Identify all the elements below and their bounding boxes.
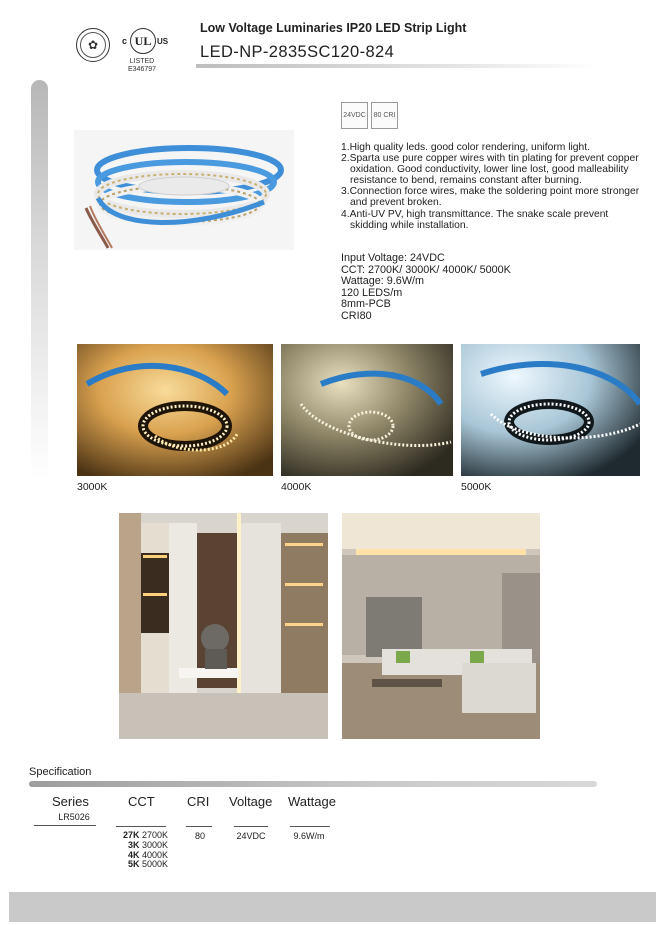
certification-logos bbox=[76, 25, 169, 77]
voltage-badge bbox=[341, 102, 368, 129]
feature-list bbox=[341, 142, 641, 231]
cct-code: 3K bbox=[127, 839, 140, 850]
series-value: LR5026 bbox=[58, 812, 90, 822]
cool-strip-photo bbox=[461, 344, 640, 476]
interior-living-room-photo bbox=[342, 513, 540, 739]
color-sample-3000k bbox=[77, 344, 273, 476]
interior-cabinet-photo bbox=[119, 513, 328, 739]
listed-text: LISTED bbox=[129, 58, 155, 65]
cct-list bbox=[116, 831, 168, 870]
title-divider bbox=[196, 64, 596, 68]
color-sample-label: 4000K bbox=[281, 481, 312, 493]
spec-line: 120 LEDS/m bbox=[341, 286, 403, 299]
feature-item: 2.Sparta use pure copper wires with tin plating for prevent copper oxidation. Good conductivity, lower line lost, good malleability resistance to bend, remains constant after burning. bbox=[341, 153, 639, 187]
cct-row bbox=[116, 860, 168, 870]
voltage-badge-label: 24VDC bbox=[343, 111, 366, 119]
color-sample-label: 3000K bbox=[77, 481, 108, 493]
header-cct: CCT bbox=[128, 794, 155, 809]
application-photo-living-room bbox=[342, 513, 540, 739]
voltage-underline bbox=[234, 826, 268, 827]
header-voltage: Voltage bbox=[229, 794, 273, 809]
specification-divider bbox=[29, 781, 597, 787]
ul-listing bbox=[124, 58, 160, 74]
ul-c-mark: c bbox=[122, 36, 128, 46]
spec-summary bbox=[341, 253, 511, 323]
cct-code: 5K bbox=[127, 859, 140, 870]
cct-underline bbox=[116, 826, 166, 827]
cct-code: 27K bbox=[122, 830, 140, 840]
cct-value: 5000K bbox=[141, 859, 168, 870]
spec-line: Wattage: 9.6W/m bbox=[341, 275, 425, 288]
ul-logo bbox=[122, 28, 169, 58]
cct-value: 3000K bbox=[141, 839, 168, 850]
side-accent-bar bbox=[31, 80, 48, 480]
spec-line: Input Voltage: 24VDC bbox=[341, 252, 445, 264]
wattage-underline bbox=[290, 826, 330, 827]
spec-line: 8mm-PCB bbox=[341, 298, 391, 311]
product-image bbox=[74, 130, 294, 250]
cri-value: 80 bbox=[194, 831, 205, 841]
cri-badge bbox=[371, 102, 398, 129]
ul-us-mark: US bbox=[157, 37, 169, 46]
cct-value: 4000K bbox=[141, 849, 168, 860]
header-cri: CRI bbox=[187, 794, 210, 809]
spec-line: CCT: 2700K/ 3000K/ 4000K/ 5000K bbox=[341, 263, 511, 276]
ul-mark: UL bbox=[130, 28, 156, 54]
cct-code: 4K bbox=[127, 849, 140, 860]
maple-leaf-icon: ✿ bbox=[80, 32, 106, 58]
file-number: E346797 bbox=[127, 66, 157, 73]
led-strip-reel-illustration bbox=[74, 130, 294, 250]
specification-title: Specification bbox=[29, 766, 92, 778]
header-series: Series bbox=[52, 794, 89, 809]
wattage-value: 9.6W/m bbox=[293, 831, 325, 841]
cri-underline bbox=[186, 826, 212, 827]
footer-bar bbox=[9, 892, 656, 922]
cct-value: 2700K bbox=[141, 830, 168, 840]
feature-item: 3.Connection force wires, make the soldering point more stronger and prevent broken. bbox=[341, 186, 640, 209]
cri-badge-label: 80 CRI bbox=[373, 111, 396, 119]
feature-item: 1.High quality leds. good color rendering, uniform light. bbox=[341, 142, 590, 153]
color-sample-label: 5000K bbox=[461, 481, 492, 493]
application-photo-cabinet bbox=[119, 513, 328, 739]
spec-line: CRI80 bbox=[341, 309, 372, 322]
csa-logo bbox=[76, 28, 110, 62]
voltage-value: 24VDC bbox=[236, 831, 266, 841]
color-sample-5000k bbox=[461, 344, 640, 476]
feature-item: 4.Anti-UV PV, high transmittance. The snake scale prevent skidding while installation. bbox=[341, 208, 609, 231]
model-number: LED-NP-2835SC120-824 bbox=[200, 43, 395, 61]
page-title: Low Voltage Luminaries IP20 LED Strip Light bbox=[200, 21, 467, 35]
series-underline bbox=[34, 825, 96, 826]
color-sample-4000k bbox=[281, 344, 453, 476]
warm-strip-photo bbox=[77, 344, 273, 476]
header-wattage: Wattage bbox=[288, 794, 336, 809]
neutral-strip-photo bbox=[281, 344, 453, 476]
